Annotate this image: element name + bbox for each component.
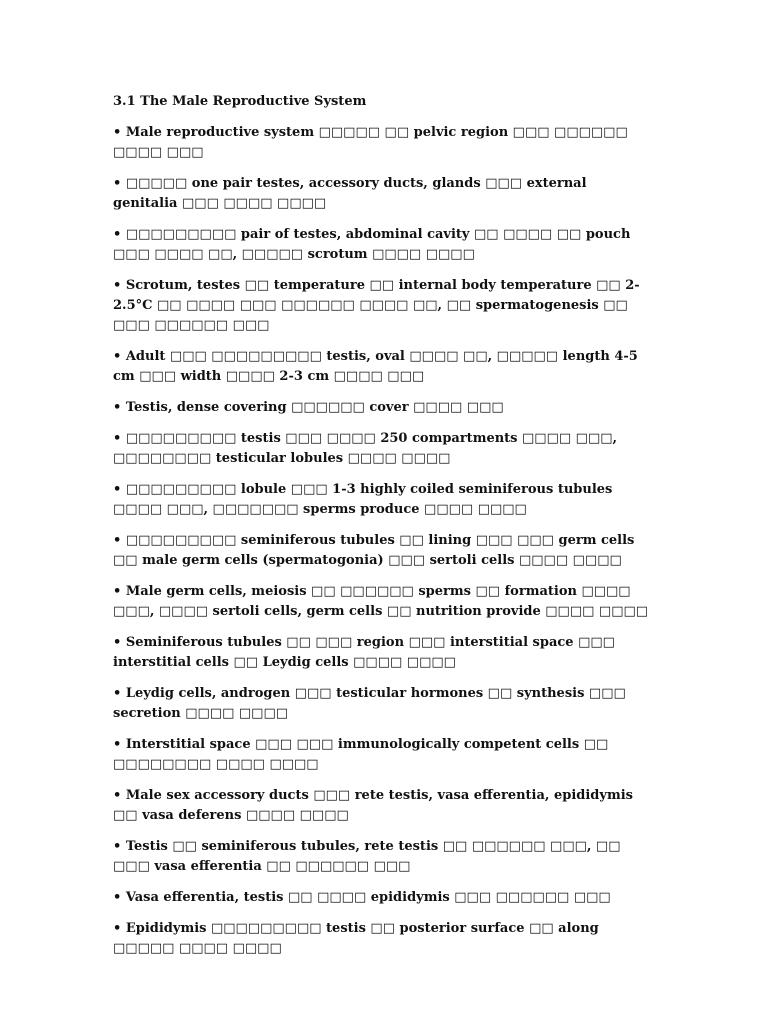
bullet-paragraph: • Interstitial space □□□ □□□ immunologically competent cells □□ □□□□□□□□ □□□□ □□□□ [113,737,609,772]
document-page [113,92,653,970]
bullet-paragraph: • Scrotum, testes □□ temperature □□ internal body temperature □□ 2-2.5°C □□ □□□□ □□□ □□□□□□ □□□□ □□, □□ spermatogenesis □□ □□□ □□□□□□ □□□ [113,278,640,333]
bullet-paragraph: • □□□□□□□□□ testis □□□ □□□□ 250 compartments □□□□ □□□, □□□□□□□□ testicular lobules □□□□ □□□□ [113,431,618,466]
bullet-paragraph: • □□□□□□□□□ lobule □□□ 1-3 highly coiled seminiferous tubules □□□□ □□□, □□□□□□□ sperms produce □□□□ □□□□ [113,482,613,517]
bullet-paragraph: • Testis, dense covering □□□□□□ cover □□□□ □□□ [113,400,504,415]
bullet-paragraph: • Adult □□□ □□□□□□□□□ testis, oval □□□□ □□, □□□□□ length 4-5 cm □□□ width □□□□ 2-3 cm □□□□ □□□ [113,349,638,384]
bullet-paragraph: • Male reproductive system □□□□□ □□ pelvic region □□□ □□□□□□ □□□□ □□□ [113,125,628,160]
bullet-paragraph: • Leydig cells, androgen □□□ testicular hormones □□ synthesis □□□ secretion □□□□ □□□□ [113,686,626,721]
bullet-paragraph: • □□□□□□□□□ pair of testes, abdominal cavity □□ □□□□ □□ pouch □□□ □□□□ □□, □□□□□ scrotum □□□□ □□□□ [113,227,631,262]
bullet-paragraph: • □□□□□□□□□ seminiferous tubules □□ lining □□□ □□□ germ cells □□ male germ cells (spermatogonia) □□□ sertoli cells □□□□ □□□□ [113,533,635,568]
bullet-paragraph: • □□□□□ one pair testes, accessory ducts, glands □□□ external genitalia □□□ □□□□ □□□□ [113,176,587,211]
bullet-paragraph: • Seminiferous tubules □□ □□□ region □□□ interstitial space □□□ interstitial cells □□ Leydig cells □□□□ □□□□ [113,635,615,670]
bullet-paragraph: • Male germ cells, meiosis □□ □□□□□□ sperms □□ formation □□□□ □□□, □□□□ sertoli cells, germ cells □□ nutrition provide □□□□ □□□□ [113,584,649,619]
bullet-paragraph: • Epididymis □□□□□□□□□ testis □□ posterior surface □□ along □□□□□ □□□□ □□□□ [113,921,599,956]
bullet-paragraph: • Male sex accessory ducts □□□ rete testis, vasa efferentia, epididymis □□ vasa deferens □□□□ □□□□ [113,788,633,823]
section-heading: 3.1 The Male Reproductive System [113,94,367,109]
bullet-paragraph: • Testis □□ seminiferous tubules, rete testis □□ □□□□□□ □□□, □□ □□□ vasa efferentia □□ □□□□□□ □□□ [113,839,621,874]
bullet-paragraph: • Vasa efferentia, testis □□ □□□□ epididymis □□□ □□□□□□ □□□ [113,890,611,905]
